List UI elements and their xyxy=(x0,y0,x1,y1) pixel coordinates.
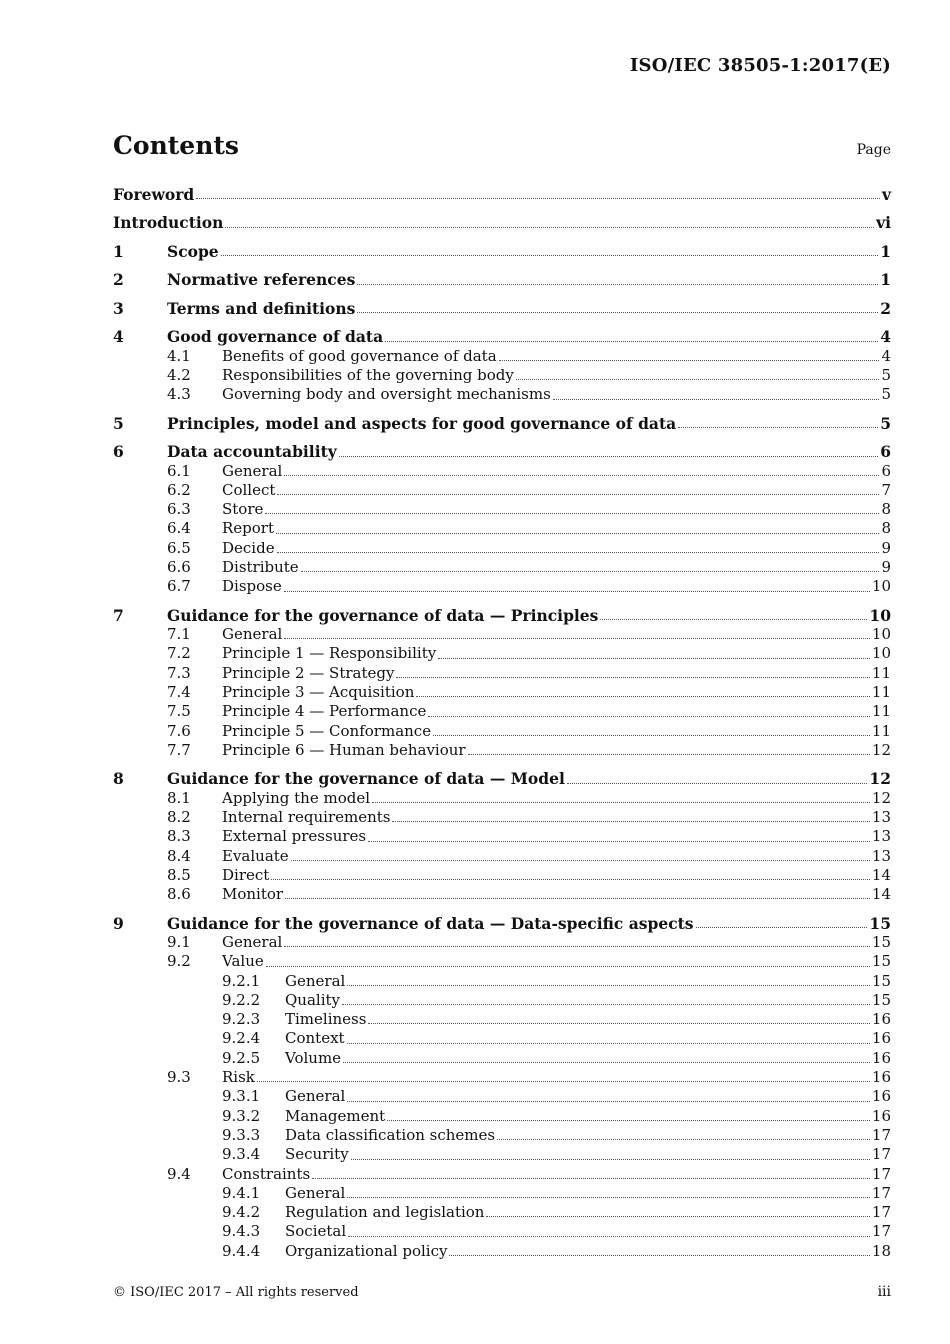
toc-entry-page: 4 xyxy=(880,327,891,347)
toc-entry-page: 15 xyxy=(871,971,891,990)
toc-entry-number: 9 xyxy=(113,913,124,933)
toc-entry[interactable] xyxy=(113,885,891,904)
toc-entry-page: 10 xyxy=(871,644,891,663)
toc-entry-number: 7.1 xyxy=(167,625,191,644)
dot-leader xyxy=(271,878,870,880)
toc-entry-page: 16 xyxy=(871,1087,891,1106)
toc-entry-number: 7 xyxy=(113,605,124,625)
dot-leader xyxy=(696,926,868,928)
toc-entry-number: 9.4.2 xyxy=(222,1203,261,1222)
toc-entry-number: 9.4.3 xyxy=(222,1222,261,1241)
toc-entry-number: 9.2.3 xyxy=(222,1010,261,1029)
toc-entry-number: 6.5 xyxy=(167,538,191,557)
dot-leader xyxy=(196,197,880,199)
toc-entry-page: 16 xyxy=(871,1010,891,1029)
toc-entry-number: 8.1 xyxy=(167,788,191,807)
toc-entry-number: 4.2 xyxy=(167,366,191,385)
toc-entry-page: 2 xyxy=(880,298,891,318)
toc-entry-number: 6.4 xyxy=(167,519,191,538)
toc-entry-number: 6.1 xyxy=(167,461,191,480)
toc-entry-page: 8 xyxy=(881,500,891,519)
toc-entry[interactable] xyxy=(113,385,891,404)
toc-entry-page: 6 xyxy=(880,442,891,462)
toc-entry-title[interactable]: Governing body and oversight mechanisms xyxy=(222,385,551,404)
toc-entry-title[interactable]: Societal xyxy=(285,1222,347,1241)
toc-entry-page: 7 xyxy=(881,480,891,499)
dot-leader xyxy=(284,590,870,592)
toc-entry-title[interactable]: Collect xyxy=(222,480,276,499)
toc-entry-page: 17 xyxy=(871,1183,891,1202)
toc-entry[interactable] xyxy=(113,539,891,558)
toc-entry-page: 8 xyxy=(881,519,891,538)
toc-entry-page: 14 xyxy=(871,885,891,904)
dot-leader xyxy=(357,311,878,313)
toc-entry-page: 10 xyxy=(871,625,891,644)
toc-entry[interactable] xyxy=(113,664,891,683)
dot-leader xyxy=(368,1022,869,1024)
toc-entry-number: 9.4.1 xyxy=(222,1183,261,1202)
dot-leader xyxy=(347,1042,870,1044)
toc-entry-title[interactable]: General xyxy=(285,1183,346,1202)
dot-leader xyxy=(225,226,874,228)
toc-entry[interactable] xyxy=(113,789,891,808)
dot-leader xyxy=(499,359,880,361)
toc-entry-page: 13 xyxy=(871,846,891,865)
toc-entry-title[interactable]: Store xyxy=(222,500,264,519)
toc-entry-number: 7.4 xyxy=(167,683,191,702)
page-column-label: Page xyxy=(856,142,891,158)
dot-leader xyxy=(357,283,878,285)
toc-entry-page: 16 xyxy=(871,1106,891,1125)
dot-leader xyxy=(339,455,878,457)
toc-entry-number: 4.3 xyxy=(167,385,191,404)
toc-entry[interactable] xyxy=(113,866,891,885)
toc-entry-number: 6 xyxy=(113,442,124,462)
toc-entry-number: 7.3 xyxy=(167,663,191,682)
dot-leader xyxy=(284,945,870,947)
dot-leader xyxy=(343,1061,870,1063)
toc-entry[interactable] xyxy=(113,1010,891,1029)
toc-entry-number: 8.3 xyxy=(167,827,191,846)
toc-entry-title[interactable]: Distribute xyxy=(222,558,299,577)
toc-entry-page: 14 xyxy=(871,865,891,884)
dot-leader xyxy=(372,801,870,803)
toc-entry[interactable] xyxy=(113,185,891,204)
toc-entry-title[interactable]: Principle 2 — Strategy xyxy=(222,663,395,682)
dot-leader xyxy=(347,1196,870,1198)
toc-entry-title[interactable]: Report xyxy=(222,519,275,538)
toc-entry-page: vi xyxy=(876,213,891,233)
toc-entry[interactable] xyxy=(113,1203,891,1222)
dot-leader xyxy=(438,657,870,659)
standard-reference: ISO/IEC 38505-1:2017(E) xyxy=(629,55,891,76)
toc-entry[interactable] xyxy=(113,481,891,500)
toc-entry-number: 9.2.4 xyxy=(222,1029,261,1048)
toc-entry-page: 12 xyxy=(871,740,891,759)
toc-entry-number: 7.6 xyxy=(167,721,191,740)
toc-entry-page: 17 xyxy=(871,1164,891,1183)
toc-entry-number: 1 xyxy=(113,241,124,261)
toc-entry-number: 6.3 xyxy=(167,500,191,519)
toc-entry-title[interactable]: Data classification schemes xyxy=(285,1125,496,1144)
toc-entry-page: 9 xyxy=(881,538,891,557)
dot-leader xyxy=(449,1254,869,1256)
toc-entry-title[interactable]: Security xyxy=(285,1145,349,1164)
dot-leader xyxy=(347,984,870,986)
toc-entry-title[interactable]: Timeliness xyxy=(285,1010,367,1029)
dot-leader xyxy=(678,426,878,428)
toc-entry-number: 9.4.4 xyxy=(222,1241,261,1260)
toc-entry[interactable] xyxy=(113,1068,891,1087)
toc-entry-number: 4.1 xyxy=(167,346,191,365)
dot-leader xyxy=(428,715,870,717)
toc-entry[interactable] xyxy=(113,644,891,663)
toc-entry-page: 10 xyxy=(871,577,891,596)
dot-leader xyxy=(347,1100,870,1102)
toc-entry[interactable] xyxy=(113,808,891,827)
footer-page-number: iii xyxy=(877,1284,891,1300)
dot-leader xyxy=(276,532,879,534)
toc-entry-title[interactable]: Direct xyxy=(222,865,270,884)
toc-entry[interactable] xyxy=(113,683,891,702)
toc-entry-page: 11 xyxy=(871,721,891,740)
dot-leader xyxy=(284,474,879,476)
dot-leader xyxy=(567,782,868,784)
toc-entry-title[interactable]: General xyxy=(222,461,283,480)
toc-entry-title[interactable]: Responsibilities of the governing body xyxy=(222,366,514,385)
toc-entry[interactable] xyxy=(113,625,891,644)
toc-entry[interactable] xyxy=(113,1029,891,1048)
toc-entry-number: 9.2.2 xyxy=(222,990,261,1009)
toc-entry-title[interactable]: General xyxy=(222,932,283,951)
toc-entry-number: 9.2.1 xyxy=(222,971,261,990)
toc-entry-title[interactable]: Introduction xyxy=(113,213,224,233)
toc-entry-number: 7.5 xyxy=(167,702,191,721)
toc-entry[interactable] xyxy=(113,933,891,952)
toc-entry-title[interactable]: Evaluate xyxy=(222,846,289,865)
dot-leader xyxy=(553,398,880,400)
toc-entry-title[interactable]: Principle 3 — Acquisition xyxy=(222,683,415,702)
toc-entry-page: 1 xyxy=(880,270,891,290)
toc-entry[interactable] xyxy=(113,1242,891,1261)
dot-leader xyxy=(257,1080,870,1082)
toc-entry-title[interactable]: External pressures xyxy=(222,827,367,846)
dot-leader xyxy=(277,493,879,495)
toc-entry[interactable] xyxy=(113,1107,891,1126)
toc-entry-title[interactable]: Decide xyxy=(222,538,275,557)
toc-entry[interactable] xyxy=(113,952,891,971)
toc-entry-page: 6 xyxy=(881,461,891,480)
toc-entry-page: 15 xyxy=(871,952,891,971)
toc-entry-title[interactable]: Value xyxy=(222,952,264,971)
toc-entry-page: 16 xyxy=(871,1029,891,1048)
dot-leader xyxy=(385,340,878,342)
toc-entry-title[interactable]: Guidance for the governance of data — Data-specific aspects xyxy=(167,913,694,933)
toc-entry[interactable] xyxy=(113,242,891,261)
toc-entry-page: 5 xyxy=(880,413,891,433)
toc-entry-title[interactable]: Guidance for the governance of data — Principles xyxy=(167,605,599,625)
toc-entry[interactable] xyxy=(113,1184,891,1203)
toc-entry-page: 16 xyxy=(871,1048,891,1067)
toc-entry-title[interactable]: General xyxy=(222,625,283,644)
toc-entry-title[interactable]: Principle 5 — Conformance xyxy=(222,721,432,740)
toc-entry-number: 9.2.5 xyxy=(222,1048,261,1067)
toc-entry-title[interactable]: Quality xyxy=(285,990,340,1009)
toc-entry-page: 17 xyxy=(871,1203,891,1222)
toc-entry-title[interactable]: Principle 6 — Human behaviour xyxy=(222,740,466,759)
dot-leader xyxy=(516,378,880,380)
toc-entry-title[interactable]: Terms and definitions xyxy=(167,298,356,318)
toc-entry[interactable] xyxy=(113,1165,891,1184)
toc-entry-number: 7.7 xyxy=(167,740,191,759)
toc-entry[interactable] xyxy=(113,414,891,433)
toc-entry[interactable] xyxy=(113,347,891,366)
toc-entry-page: 15 xyxy=(871,990,891,1009)
toc-entry-page: 12 xyxy=(869,769,891,789)
toc-entry-title[interactable]: Good governance of data xyxy=(167,327,384,347)
toc-entry-page: 18 xyxy=(871,1241,891,1260)
toc-entry[interactable] xyxy=(113,991,891,1010)
toc-entry-page: 12 xyxy=(871,788,891,807)
toc-entry-page: 17 xyxy=(871,1222,891,1241)
toc-entry[interactable] xyxy=(113,519,891,538)
toc-entry-page: 4 xyxy=(881,346,891,365)
toc-entry-number: 3 xyxy=(113,298,124,318)
toc-entry-title[interactable]: Regulation and legislation xyxy=(285,1203,485,1222)
toc-entry[interactable] xyxy=(113,847,891,866)
toc-entry[interactable] xyxy=(113,972,891,991)
toc-entry-page: 17 xyxy=(871,1125,891,1144)
toc-entry-title[interactable]: Applying the model xyxy=(222,788,371,807)
toc-entry[interactable] xyxy=(113,1087,891,1106)
toc-entry[interactable] xyxy=(113,606,891,625)
toc-entry-number: 9.1 xyxy=(167,932,191,951)
toc-entry[interactable] xyxy=(113,1222,891,1241)
toc-entry-number: 7.2 xyxy=(167,644,191,663)
toc-entry-page: 11 xyxy=(871,683,891,702)
dot-leader xyxy=(387,1119,870,1121)
toc-entry-title[interactable]: Principle 4 — Performance xyxy=(222,702,427,721)
toc-entry[interactable] xyxy=(113,702,891,721)
dot-leader xyxy=(265,512,879,514)
toc-entry-page: 16 xyxy=(871,1068,891,1087)
dot-leader xyxy=(348,1235,870,1237)
toc-entry-title[interactable]: Dispose xyxy=(222,577,282,596)
toc-entry[interactable] xyxy=(113,577,891,596)
toc-entry-title[interactable]: Scope xyxy=(167,241,219,261)
toc-entry-number: 6.2 xyxy=(167,480,191,499)
toc-entry-page: 1 xyxy=(880,241,891,261)
toc-entry[interactable] xyxy=(113,827,891,846)
toc-entry-page: v xyxy=(881,185,891,204)
footer-copyright: © ISO/IEC 2017 – All rights reserved xyxy=(113,1285,359,1300)
dot-leader xyxy=(266,965,870,967)
toc-entry-number: 9.4 xyxy=(167,1164,191,1183)
toc-entry-number: 9.3.2 xyxy=(222,1106,261,1125)
dot-leader xyxy=(416,695,870,697)
dot-leader xyxy=(396,676,869,678)
toc-entry-title[interactable]: Guidance for the governance of data — Model xyxy=(167,769,565,789)
toc-entry-title[interactable]: Organizational policy xyxy=(285,1241,448,1260)
toc-entry[interactable] xyxy=(113,741,891,760)
toc-entry[interactable] xyxy=(113,914,891,933)
dot-leader xyxy=(600,618,867,620)
dot-leader xyxy=(312,1177,870,1179)
toc-entry-title[interactable]: Principle 1 — Responsibility xyxy=(222,644,437,663)
contents-title: Contents xyxy=(113,131,240,160)
dot-leader xyxy=(497,1138,870,1140)
toc-entry-page: 15 xyxy=(869,913,891,933)
toc-entry[interactable] xyxy=(113,213,891,232)
dot-leader xyxy=(221,254,879,256)
toc-entry-title[interactable]: Risk xyxy=(222,1068,255,1087)
toc-entry-page: 5 xyxy=(881,385,891,404)
toc-entry-title[interactable]: Constraints xyxy=(222,1164,311,1183)
dot-leader xyxy=(468,753,870,755)
toc-entry-number: 8.4 xyxy=(167,846,191,865)
toc-entry-title[interactable]: Normative references xyxy=(167,270,356,290)
toc-entry[interactable] xyxy=(113,327,891,346)
toc-entry-number: 9.3 xyxy=(167,1068,191,1087)
toc-entry-number: 6.7 xyxy=(167,577,191,596)
toc-entry[interactable] xyxy=(113,769,891,788)
toc-entry-title[interactable]: Principles, model and aspects for good governance of data xyxy=(167,413,677,433)
toc-entry-number: 9.3.3 xyxy=(222,1125,261,1144)
dot-leader xyxy=(291,859,870,861)
dot-leader xyxy=(486,1215,869,1217)
toc-entry[interactable] xyxy=(113,270,891,289)
dot-leader xyxy=(301,570,880,572)
toc-entry-page: 15 xyxy=(871,932,891,951)
toc-entry-title[interactable]: General xyxy=(285,1087,346,1106)
dot-leader xyxy=(284,637,870,639)
toc-entry[interactable] xyxy=(113,462,891,481)
toc-entry-page: 17 xyxy=(871,1145,891,1164)
toc-entry-number: 8.5 xyxy=(167,865,191,884)
toc-entry-number: 8 xyxy=(113,769,124,789)
toc-entry-page: 11 xyxy=(871,663,891,682)
toc-entry-number: 9.2 xyxy=(167,952,191,971)
toc-entry[interactable] xyxy=(113,722,891,741)
toc-entry[interactable] xyxy=(113,558,891,577)
dot-leader xyxy=(368,840,870,842)
dot-leader xyxy=(277,551,880,553)
toc-entry-number: 5 xyxy=(113,413,124,433)
toc-entry-title[interactable]: Context xyxy=(285,1029,345,1048)
toc-entry-page: 9 xyxy=(881,558,891,577)
toc-entry-title[interactable]: Benefits of good governance of data xyxy=(222,346,497,365)
toc-entry-number: 6.6 xyxy=(167,558,191,577)
toc-entry[interactable] xyxy=(113,1145,891,1164)
dot-leader xyxy=(285,897,870,899)
dot-leader xyxy=(351,1158,870,1160)
toc-entry-title[interactable]: Internal requirements xyxy=(222,808,391,826)
toc-entry-page: 10 xyxy=(869,605,891,625)
toc-entry[interactable] xyxy=(113,442,891,461)
toc-entry-title[interactable]: Management xyxy=(285,1106,386,1125)
toc-entry[interactable] xyxy=(113,1126,891,1145)
toc-entry-title[interactable]: General xyxy=(285,971,346,990)
toc-entry-number: 8.2 xyxy=(167,808,191,826)
toc-entry-page: 13 xyxy=(871,808,891,826)
dot-leader xyxy=(433,734,870,736)
toc-entry[interactable] xyxy=(113,500,891,519)
toc-entry-number: 2 xyxy=(113,270,124,290)
toc-entry-number: 4 xyxy=(113,327,124,347)
toc-entry[interactable] xyxy=(113,299,891,318)
table-of-contents xyxy=(113,185,891,1261)
toc-entry-title[interactable]: Monitor xyxy=(222,885,284,904)
toc-entry-number: 9.3.4 xyxy=(222,1145,261,1164)
toc-entry-page: 5 xyxy=(881,366,891,385)
toc-entry-title[interactable]: Data accountability xyxy=(167,442,337,462)
toc-entry-page: 11 xyxy=(871,702,891,721)
dot-leader xyxy=(392,820,869,822)
toc-entry[interactable] xyxy=(113,1049,891,1068)
toc-entry-number: 9.3.1 xyxy=(222,1087,261,1106)
dot-leader xyxy=(342,1003,870,1005)
toc-entry-title[interactable]: Foreword xyxy=(113,185,195,204)
toc-entry[interactable] xyxy=(113,366,891,385)
toc-entry-number: 8.6 xyxy=(167,885,191,904)
toc-entry-page: 13 xyxy=(871,827,891,846)
toc-entry-title[interactable]: Volume xyxy=(285,1048,342,1067)
